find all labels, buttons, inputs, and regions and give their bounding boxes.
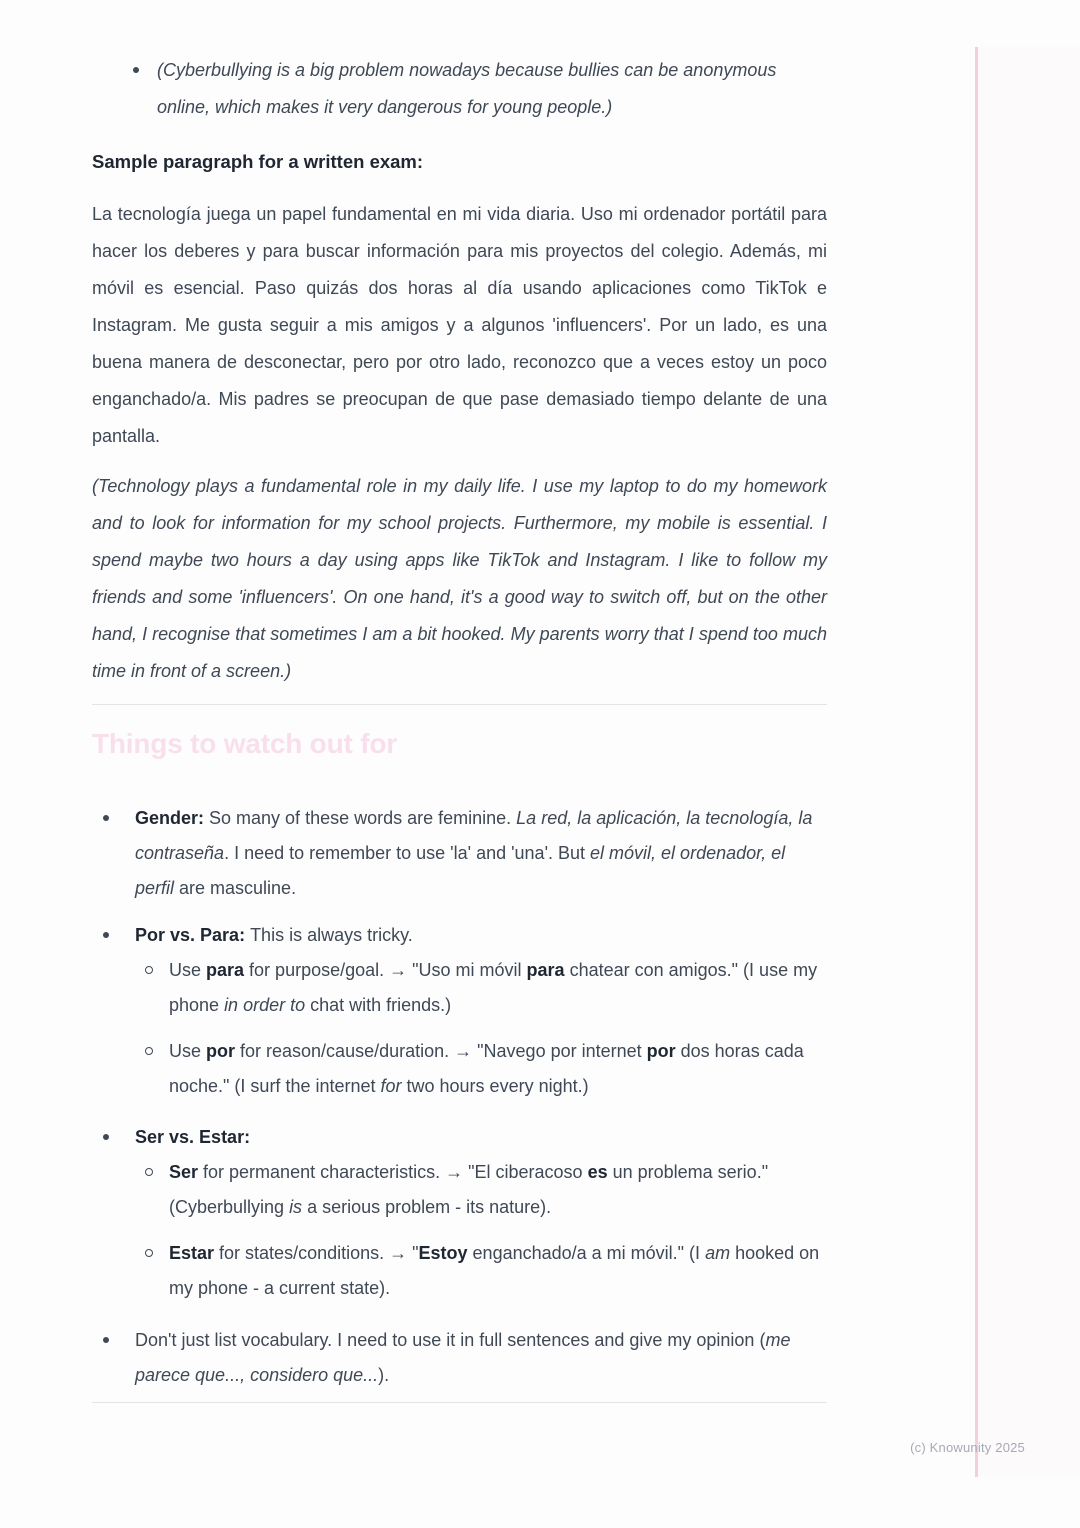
bullet-dot-icon — [103, 1337, 109, 1343]
sub-item-estar-text: Estar for states/conditions. → "Estoy enganchado/a a mi móvil." (I am hooked on my phone - a current state). — [169, 1243, 820, 1298]
watch-item-vocabulary — [103, 1323, 827, 1393]
spanish-sample-paragraph: La tecnología juega un papel fundamental en mi vida diaria. Uso mi ordenador portátil para hacer los deberes y para buscar información para mis proyectos del colegio. Además, mi móvil es esencial. Paso quizás dos horas al día usando aplicaciones como TikTok e Instagram. Me gusta seguir a mis amigos y a algunos 'influencers'. Por un lado, es una buena manera de desconectar, pero por otro lado, reconozco que a veces estoy un poco enganchado/a. Mis padres se preocupan de que pase demasiado tiempo delante de una pantalla. — [92, 204, 827, 446]
bullet-dot-icon — [103, 815, 109, 821]
copyright-notice: (c) Knowunity 2025 — [910, 1440, 1025, 1455]
sub-item-por-text: Use por for reason/cause/duration. → "Navego por internet por dos horas cada noche." (I surf the internet for two hours every night.) — [169, 1041, 804, 1096]
watch-item-por-vs-para-text: Por vs. Para: This is always tricky. — [135, 925, 413, 945]
bullet-circle-icon — [145, 1249, 153, 1257]
por-para-sub-list — [135, 953, 827, 1104]
sample-paragraph-heading: Sample paragraph for a written exam: — [92, 151, 424, 172]
bullet-circle-icon — [145, 966, 153, 974]
english-translation-paragraph: (Technology plays a fundamental role in my daily life. I use my laptop to do my homework and to look for information for my school projects. Furthermore, my mobile is essential. I spend maybe two hours a day using apps like TikTok and Instagram. I like to follow my friends and some 'influencers'. On one hand, it's a good way to switch off, but on the other hand, I recognise that sometimes I am a bit hooked. My parents worry that I spend too much time in front of a screen.) — [92, 476, 827, 681]
bullet-dot-icon — [103, 932, 109, 938]
sub-item-ser — [145, 1155, 827, 1225]
sub-item-para-text: Use para for purpose/goal. → "Uso mi móvil para chatear con amigos." (I use my phone in order to chat with friends.) — [169, 960, 818, 1015]
watch-item-ser-vs-estar — [103, 1120, 827, 1306]
bullet-circle-icon — [145, 1047, 153, 1055]
bullet-dot-icon — [133, 67, 139, 73]
sub-item-ser-text: Ser for permanent characteristics. → "El ciberacoso es un problema serio." (Cyberbullying is a serious problem - its nature). — [169, 1162, 769, 1217]
cyberbullying-translation-text: (Cyberbullying is a big problem nowadays because bullies can be anonymous online, which makes it very dangerous for young people.) — [157, 60, 777, 117]
things-to-watch-heading: Things to watch out for — [92, 728, 397, 759]
ser-estar-sub-list — [135, 1155, 827, 1306]
list-item — [133, 52, 827, 126]
translation-bullet-list — [133, 52, 827, 126]
sub-item-para — [145, 953, 827, 1023]
watch-item-ser-vs-estar-text: Ser vs. Estar: — [135, 1127, 251, 1147]
sub-item-estar — [145, 1236, 827, 1306]
watch-item-por-vs-para — [103, 918, 827, 1104]
watch-item-gender — [103, 801, 827, 906]
bullet-dot-icon — [103, 1134, 109, 1140]
bottom-divider — [92, 1402, 827, 1403]
watch-out-list — [92, 801, 827, 1393]
bullet-circle-icon — [145, 1168, 153, 1176]
sub-item-por — [145, 1034, 827, 1104]
watch-item-vocabulary-text: Don't just list vocabulary. I need to use it in full sentences and give my opinion (me parece que..., considero que...). — [135, 1330, 791, 1385]
section-divider — [92, 704, 827, 705]
watch-item-gender-text: Gender: So many of these words are feminine. La red, la aplicación, la tecnología, la contraseña. I need to remember to use 'la' and 'una'. But el móvil, el ordenador, el perfil are masculine. — [135, 808, 813, 898]
